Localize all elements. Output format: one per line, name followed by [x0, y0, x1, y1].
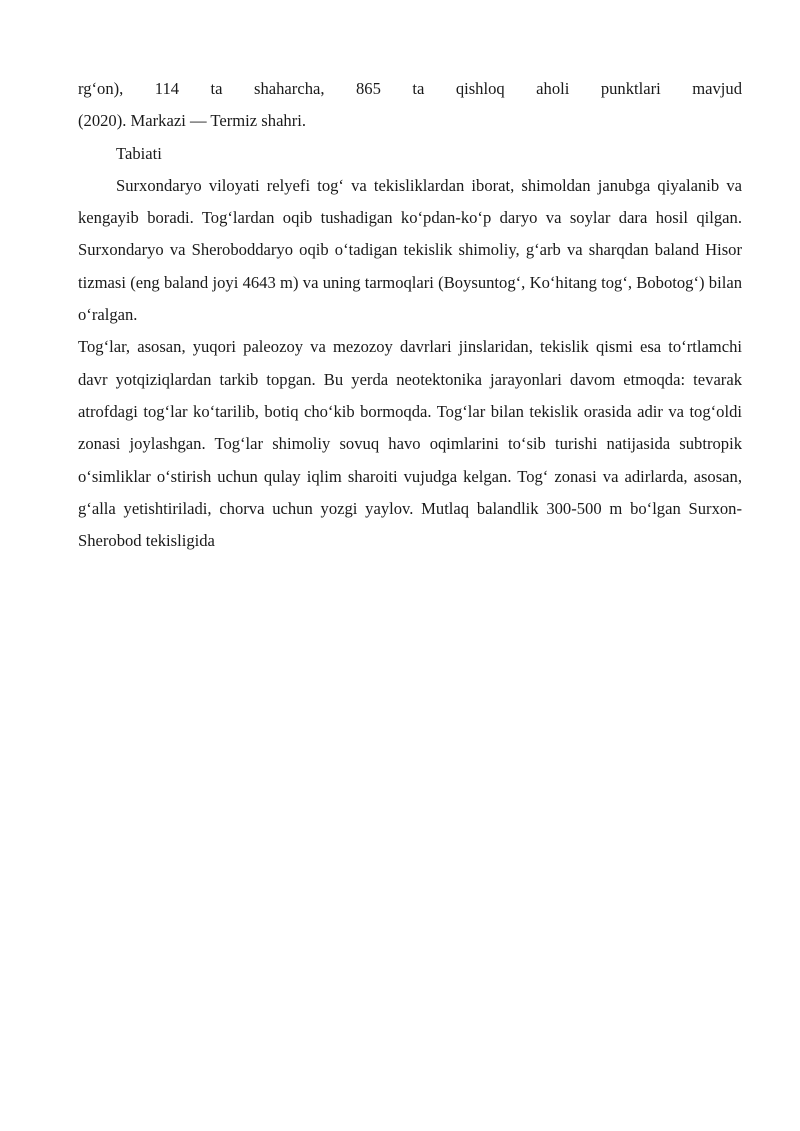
document-page	[78, 73, 742, 557]
paragraph-continuation-line: rg‘on), 114 ta shaharcha, 865 ta qishloq aholi punktlari mavjud	[78, 79, 742, 98]
paragraph-continuation-end: (2020). Markazi — Termiz shahri.	[78, 111, 307, 131]
paragraph-relief: Surxondaryo viloyati relyefi tog‘ va tekisliklardan iborat, shimoldan janubga qiyalanib va kengayib boradi. Tog‘lardan oqib tushadigan ko‘pdan-ko‘p daryo va soylar dara hosil qilgan. Surxondaryo va Sheroboddaryo oqib o‘tadigan tekislik shimoliy, g‘arb va sharqdan baland Hisor tizmasi (eng baland joyi 4643 m) va uning tarmoqlari (Boysuntog‘, Ko‘hitang tog‘, Bobotog‘) bilan o‘ralgan.	[78, 175, 742, 325]
section-heading: Tabiati	[116, 143, 162, 163]
paragraph-geology: Tog‘lar, asosan, yuqori paleozoy va mezozoy davrlari jinslaridan, tekislik qismi esa to‘rtlamchi davr yotqiziqlardan tarkib topgan. Bu yerda neotektonika jarayonlari davom etmoqda: tevarak atrofdagi tog‘lar ko‘tarilib, botiq cho‘kib bormoqda. Tog‘lar bilan tekislik orasida adir va tog‘oldi zonasi joylashgan. Tog‘lar shimoliy sovuq havo oqimlarini to‘sib turishi natijasida subtropik o‘simliklar o‘stirish uchun qulay iqlim sharoiti vujudga kelgan. Tog‘ zonasi va adirlarda, asosan, g‘alla yetishtiriladi, chorva uchun yozgi yaylov. Mutlaq balandlik 300-500 m bo‘lgan Surxon-Sherobod tekisligida	[78, 337, 742, 551]
